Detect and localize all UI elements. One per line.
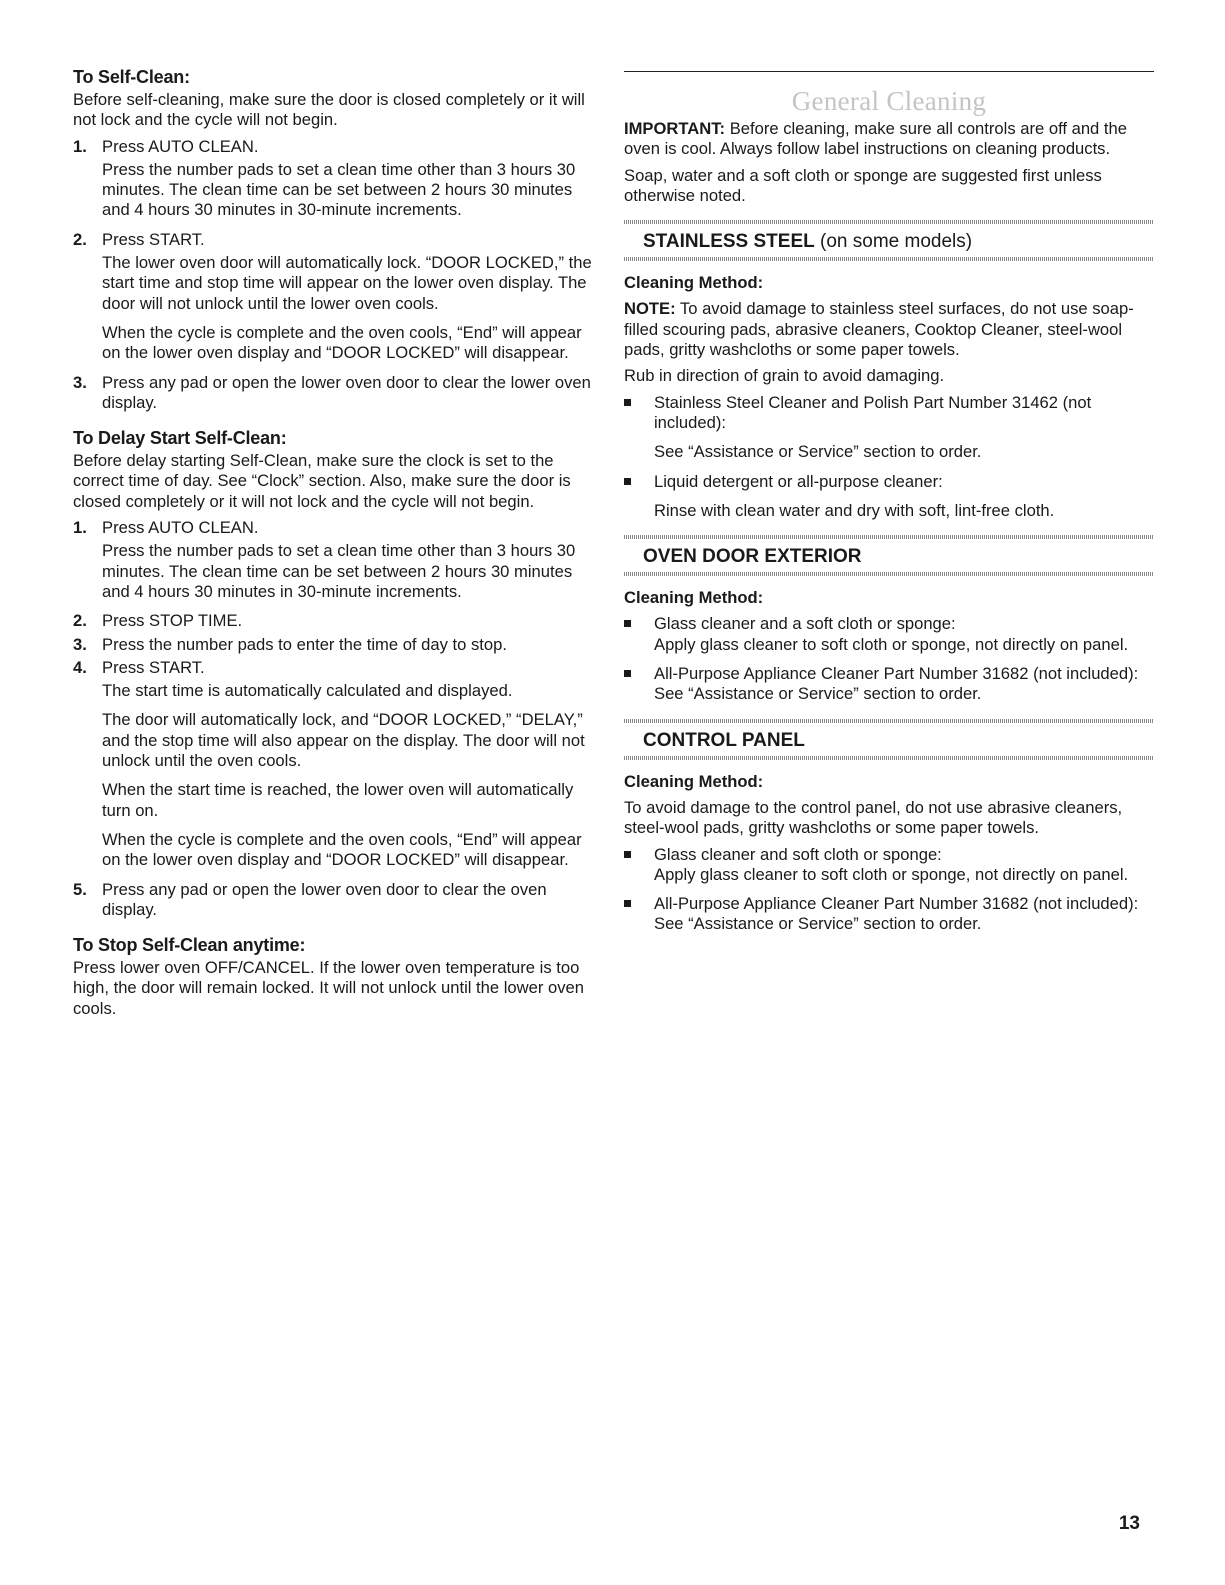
important-paragraph [624,119,1154,160]
bullet-text: All-Purpose Appliance Cleaner Part Number 31682 (not included): [654,664,1139,684]
bullet-text: Glass cleaner and a soft cloth or sponge: [654,614,956,634]
step-detail: When the start time is reached, the lower oven will automatically turn on. [102,780,574,820]
bullet-detail: See “Assistance or Service” section to order. [654,684,982,704]
step-text: Press any pad or open the lower oven door to clear the lower oven display. [102,372,591,412]
step-detail: The lower oven door will automatically lock. “DOOR LOCKED,” the start time and stop time will appear on the lower oven display. The door will not unlock until the lower oven cools. [102,253,592,313]
step-number: 2. [73,229,87,249]
step-number: 3. [73,372,87,392]
bullet-text: Liquid detergent or all-purpose cleaner: [654,471,943,491]
bullet-square-icon [624,478,631,485]
step-text: Press STOP TIME. [102,611,243,631]
note-paragraph [624,299,1154,360]
step-item [73,635,593,655]
right-column [624,71,1154,935]
section-title: General Cleaning [791,86,987,116]
cleaning-method-label: Cleaning Method: [624,771,764,791]
self-clean-intro: Before self-cleaning, make sure the door is closed completely or it will not lock and the cycle will not begin. [73,90,585,130]
bullet-square-icon [624,900,631,907]
important-label: IMPORTANT: [624,119,726,138]
step-number: 4. [73,657,87,677]
top-rule [624,71,1154,72]
step-item [73,658,593,871]
soap-paragraph: Soap, water and a soft cloth or sponge are suggested first unless otherwise noted. [624,165,1102,205]
bullet-square-icon [624,399,631,406]
bullet-detail: Apply glass cleaner to soft cloth or sponge, not directly on panel. [654,864,1129,884]
list-item [624,664,1154,705]
delay-start-intro: Before delay starting Self-Clean, make sure the clock is set to the correct time of day. See “Clock” section. Also, make sure the door is closed completely or it will not lock and the cycle will not begin. [73,451,571,511]
step-text: Press any pad or open the lower oven door to clear the oven display. [102,879,547,919]
bullet-square-icon [624,851,631,858]
note-label: NOTE: [624,299,676,319]
step-number: 2. [73,611,87,631]
step-number: 5. [73,879,87,899]
section-divider [624,572,1154,576]
bullet-text: All-Purpose Appliance Cleaner Part Number 31682 (not included): [654,894,1139,914]
stop-heading: To Stop Self-Clean anytime: [73,935,306,956]
delay-start-steps [73,518,593,920]
stainless-suffix: (on some models) [814,231,973,253]
section-divider [624,756,1154,760]
bullet-text: Glass cleaner and soft cloth or sponge: [654,844,942,864]
step-item [73,137,593,221]
page-number: 13 [1118,1513,1140,1534]
stop-text: Press lower oven OFF/CANCEL. If the lower oven temperature is too high, the door will remain locked. It will not unlock until the lower oven cools. [73,958,584,1018]
step-text: Press START. [102,657,205,677]
section-divider [624,257,1154,261]
cleaning-method-label: Cleaning Method: [624,273,764,293]
list-item [624,393,1154,463]
step-number: 1. [73,518,87,538]
control-panel-intro: To avoid damage to the control panel, do not use abrasive cleaners, steel-wool pads, gritty washcloths or some paper towels. [624,797,1123,838]
bullet-square-icon [624,670,631,677]
step-detail: When the cycle is complete and the oven cools, “End” will appear on the lower oven display and “DOOR LOCKED” will disappear. [102,322,582,363]
step-number: 3. [73,634,87,654]
oven-door-bullets [624,614,1154,704]
important-text: Before cleaning, make sure all controls are off and the oven is cool. Always follow label instructions on cleaning products. [624,119,1127,159]
left-column [73,66,593,1019]
step-text: Press AUTO CLEAN. [102,518,259,538]
stainless-title: STAINLESS STEEL [643,231,815,253]
list-item [624,472,1154,522]
step-detail: When the cycle is complete and the oven cools, “End” will appear on the lower oven display and “DOOR LOCKED” will disappear. [102,829,582,870]
bullet-text: Stainless Steel Cleaner and Polish Part Number 31462 (not included): [654,392,1092,432]
step-detail: Press the number pads to set a clean time other than 3 hours 30 minutes. The clean time can be set between 2 hours 30 minutes and 4 hours 30 minutes in 30-minute increments. [102,159,576,220]
step-item [73,373,593,414]
step-detail: The door will automatically lock, and “DOOR LOCKED,” “DELAY,” and the stop time will also appear on the display. The door will not unlock until the oven cools. [102,710,585,771]
control-panel-heading: CONTROL PANEL [643,729,805,751]
delay-start-heading: To Delay Start Self-Clean: [73,428,287,449]
step-item [73,518,593,602]
bullet-detail: Apply glass cleaner to soft cloth or sponge, not directly on panel. [654,634,1129,654]
list-item [624,894,1154,935]
bullet-detail: Rinse with clean water and dry with soft, lint-free cloth. [654,500,1055,520]
step-text: Press AUTO CLEAN. [102,136,259,156]
stainless-bullets [624,393,1154,521]
step-number: 1. [73,136,87,156]
list-item [624,614,1154,655]
step-text: Press START. [102,229,205,249]
bullet-detail: See “Assistance or Service” section to order. [654,442,982,462]
step-item [73,611,593,631]
list-item [624,845,1154,886]
note-text: To avoid damage to stainless steel surfaces, do not use soap-filled scouring pads, abrasive cleaners, Cooktop Cleaner, steel-wool pads, gritty washcloths or some paper towels. [624,299,1134,360]
oven-door-heading: OVEN DOOR EXTERIOR [643,546,862,568]
step-item [73,880,593,921]
step-item [73,230,593,364]
step-text: Press the number pads to enter the time of day to stop. [102,634,507,654]
self-clean-heading: To Self-Clean: [73,67,190,87]
control-panel-bullets [624,845,1154,935]
self-clean-steps [73,137,593,414]
rub-text: Rub in direction of grain to avoid damaging. [624,366,945,386]
bullet-detail: See “Assistance or Service” section to order. [654,914,982,934]
cleaning-method-label: Cleaning Method: [624,588,764,608]
step-detail: Press the number pads to set a clean time other than 3 hours 30 minutes. The clean time can be set between 2 hours 30 minutes and 4 hours 30 minutes in 30-minute increments. [102,541,576,601]
step-detail: The start time is automatically calculated and displayed. [102,681,513,701]
bullet-square-icon [624,620,631,627]
stainless-steel-heading [624,224,1154,257]
